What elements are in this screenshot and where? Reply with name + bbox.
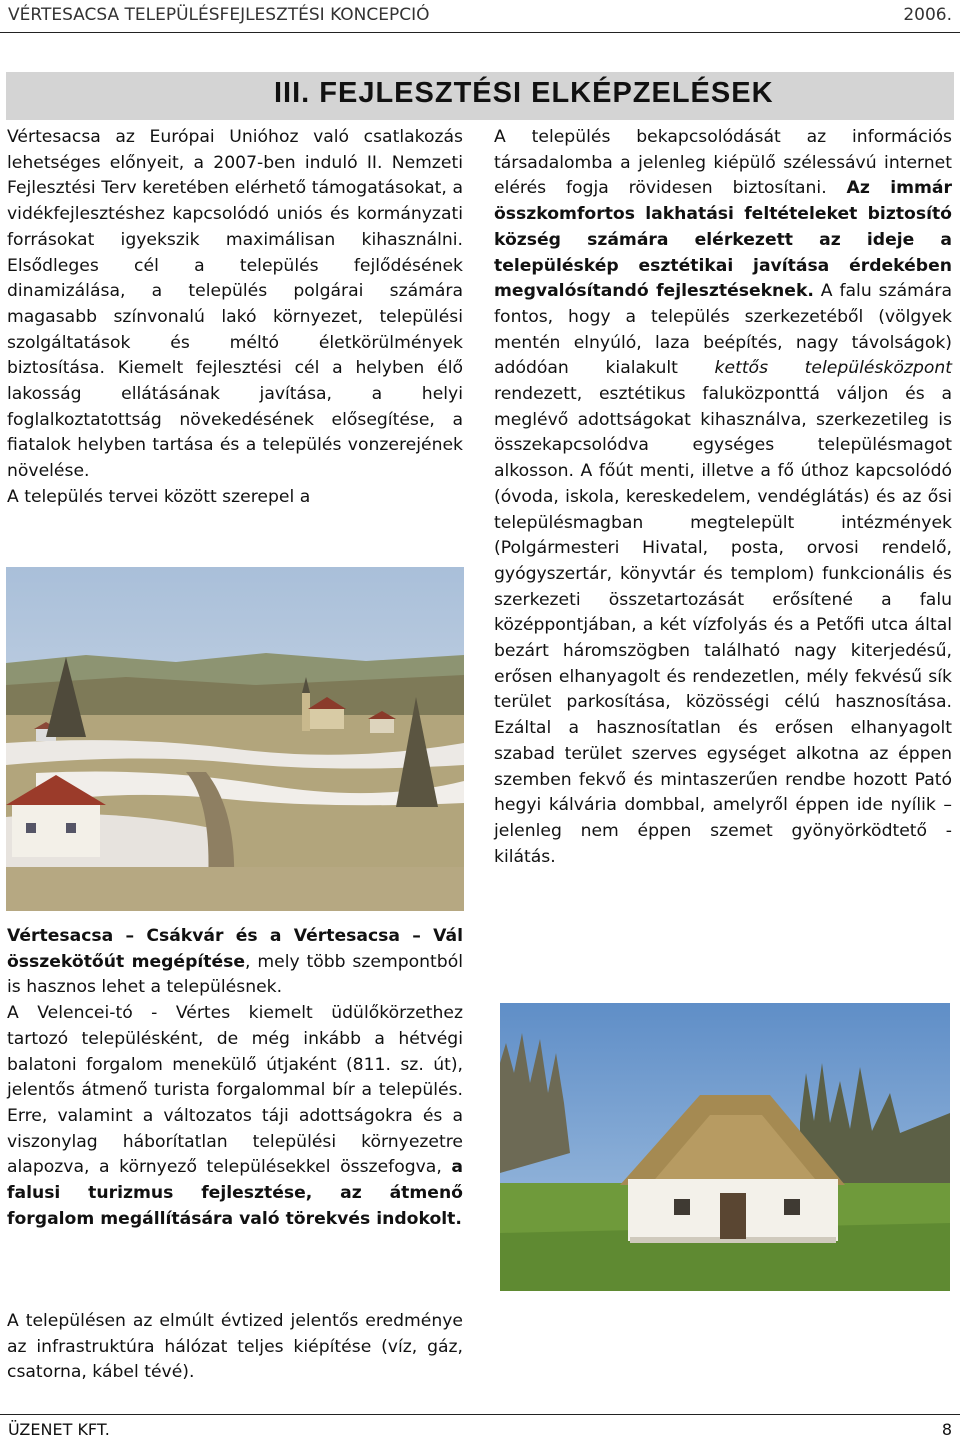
tourism-paragraph-bold: a falusi turizmus fejlesztése, az átmenő forgalom megállítására való törekvés indokolt. bbox=[7, 1157, 463, 1229]
right-column bbox=[494, 125, 952, 870]
townscape-bold: Az immár összkomfortos lakhatási feltételeket biztosító község számára elérkezett az ideje a településkép esztétikai javítása érdekében megvalósítandó fejlesztéseknek. bbox=[494, 178, 953, 302]
village-landscape-photo bbox=[6, 567, 464, 911]
infrastructure-paragraph: A településen az elmúlt évtized jelentős eredménye az infrastruktúra hálózat teljes kiépítése (víz, gáz, csatorna, kábel tévé). bbox=[7, 1311, 463, 1383]
double-centre-italic: kettős településközpont bbox=[714, 358, 953, 379]
tourism-paragraph-plain: A Velencei-tó - Vértes kiemelt üdülőkörzethez tartozó településként, de még inkább a hétvégi balatoni forgalom menekülő útjaként (811. sz. út), jelentős átmenő turista forgalommal bír a település. Erre, valamint a változatos táji adottságokra és a viszonylag háborítatlan települési környezetre alapozva, a környező településekkel összefogva, bbox=[7, 1003, 463, 1178]
tourism-paragraph bbox=[7, 1001, 463, 1232]
document-year: 2006. bbox=[903, 5, 952, 25]
internet-sentence: A település bekapcsolódását az információs társadalomba a jelenleg kiépülő szélessávú internet elérés fogja rövidesen biztosítani. bbox=[494, 127, 952, 199]
left-column-top bbox=[7, 125, 463, 511]
page-number: 8 bbox=[941, 1420, 952, 1439]
road-paragraph bbox=[7, 924, 463, 1001]
village-structure-sentence: A falu számára fontos, hogy a település szerkezetéből (völgyek mentén elnyúló, laza beépítés, nagy távolságok) adódóan kialakult bbox=[494, 281, 952, 379]
section-title: III. FEJLESZTÉSI ELKÉPZELÉSEK bbox=[274, 77, 774, 109]
plans-lead-paragraph: A település tervei között szerepel a bbox=[7, 486, 311, 507]
left-column-last bbox=[7, 1309, 463, 1386]
information-society-paragraph bbox=[494, 125, 952, 870]
road-paragraph-rest: , mely több szempontból is hasznos lehet a településnek. bbox=[7, 951, 463, 998]
running-header bbox=[0, 0, 960, 33]
section-heading-band bbox=[6, 72, 954, 120]
document-title: VÉRTESACSA TELEPÜLÉSFEJLESZTÉSI KONCEPCIÓ bbox=[8, 5, 430, 25]
thatched-farmhouse-photo bbox=[500, 1003, 950, 1291]
road-project-bold: Vértesacsa – Csákvár és a Vértesacsa – Vál összekötőút megépítése bbox=[7, 926, 463, 972]
intro-paragraph: Vértesacsa az Európai Unióhoz való csatlakozás lehetséges előnyeit, a 2007-ben induló II. Nemzeti Fejlesztési Terv keretében elérhető támogatásokat, a vidékfejlesztéshez kapcsolódó uniós és kormányzati forrásokat igyekszik maximálisan kihasználni. Elsődleges cél a település fejlődésének dinamizálása, a település polgárai számára magasabb színvonalú lakó környezet, települési szolgáltatások és méltó életkörülmények biztosítása. Kiemelt fejlesztési cél a helyben élő lakosság ellátásának javítása, a helyi foglalkoztatottság növekedésének elősegítése, a fiatalok helyben tartása és a település vonzerejének növelése. bbox=[7, 127, 463, 482]
company-name: ÜZENET KFT. bbox=[8, 1420, 110, 1439]
running-footer bbox=[0, 1414, 960, 1447]
village-centre-sentence: rendezett, esztétikus faluközponttá váljon és a meglévő adottságokat kihasználva, szerkezetileg is összekapcsolódva egységes településmagot alkosson. A főút menti, illetve a fő úthoz kapcsolódó (óvoda, iskola, kereskedelem, vendéglátás) és az ősi településmagban megtelepült intézmények (Polgármesteri Hivatal, posta, orvosi rendelő, gyógyszertár, könyvtár és templom) funkcionális és szerkezeti összetartozását erősítené a falu középpontjában, a két vízfolyás és a Petőfi utca által bezárt háromszögben található nagy kiterjedésű, erősen elhanyagolt és rendezetlen, mély fekvésű sík terület parkosítása, közösségi célú hasznosítása. Ezáltal a hasznosítatlan és erősen elhanyagolt szabad terület szerves egységet alkotna az éppen szemben fekvő és mintaszerűen rendbe hozott Pató hegyi kálvária dombbal, amelyről éppen ide nyílik – jelenleg nem éppen szemet gyönyörködtető - kilátás. bbox=[494, 384, 952, 867]
left-column-bottom bbox=[7, 924, 463, 1232]
